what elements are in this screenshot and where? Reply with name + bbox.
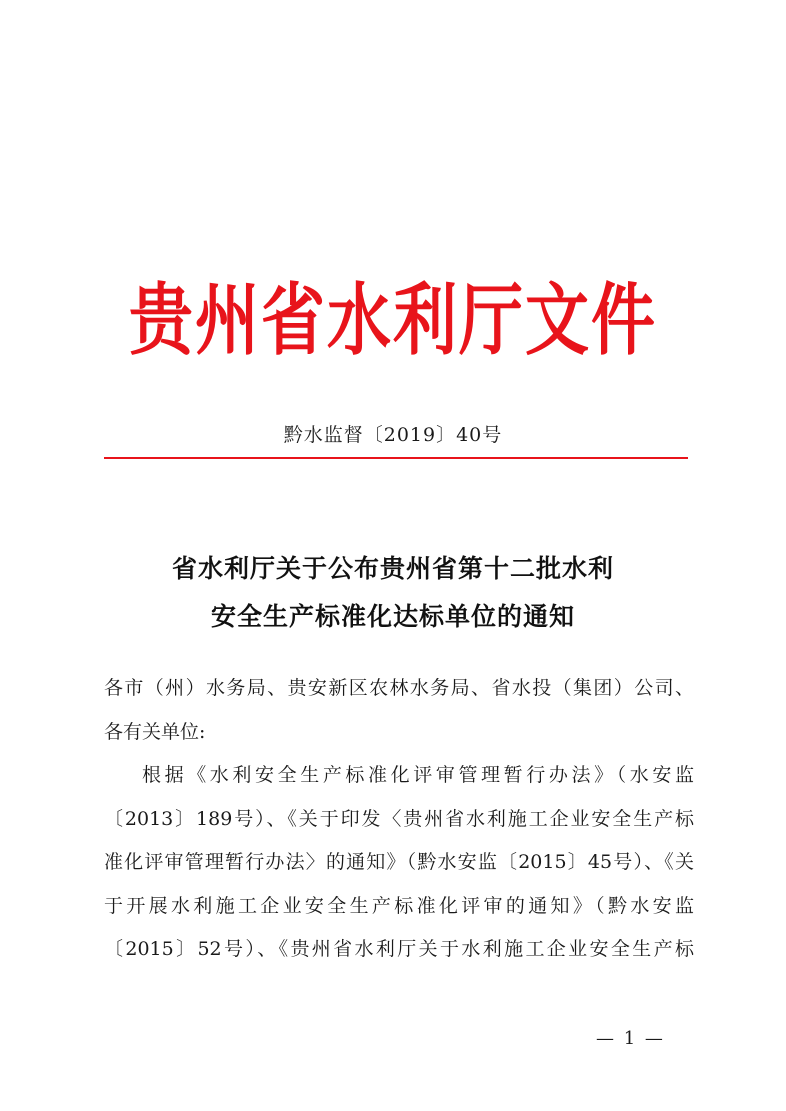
- body-line: 准化评审管理暂行办法〉的通知》（黔水安监〔2015〕45号）、《关: [104, 851, 694, 873]
- body-line: 〔2015〕52号）、《贵州省水利厅关于水利施工企业安全生产标: [104, 938, 694, 960]
- body-line: 于开展水利施工企业安全生产标准化评审的通知》（黔水安监: [104, 894, 694, 917]
- body-text: [104, 667, 694, 972]
- page-number: — 1 —: [596, 1028, 665, 1049]
- document-number: 黔水监督〔2019〕40号: [283, 424, 503, 446]
- document-title: [0, 545, 786, 641]
- body-line-salutation-end: 各有关单位:: [104, 720, 206, 743]
- title-line-2: 安全生产标准化达标单位的通知: [210, 602, 575, 631]
- title-line-1: 省水利厅关于公布贵州省第十二批水利: [171, 554, 614, 583]
- issuer-title: 贵州省水利厅文件: [129, 275, 657, 367]
- body-line: 〔2013〕189号）、《关于印发〈贵州省水利施工企业安全生产标: [104, 807, 694, 830]
- body-line: 根据《水利安全生产标准化评审管理暂行办法》（水安监: [142, 764, 694, 786]
- body-line-salutation: 各市（州）水务局、贵安新区农林水务局、省水投（集团）公司、: [104, 677, 694, 699]
- red-separator-rule: [104, 457, 688, 459]
